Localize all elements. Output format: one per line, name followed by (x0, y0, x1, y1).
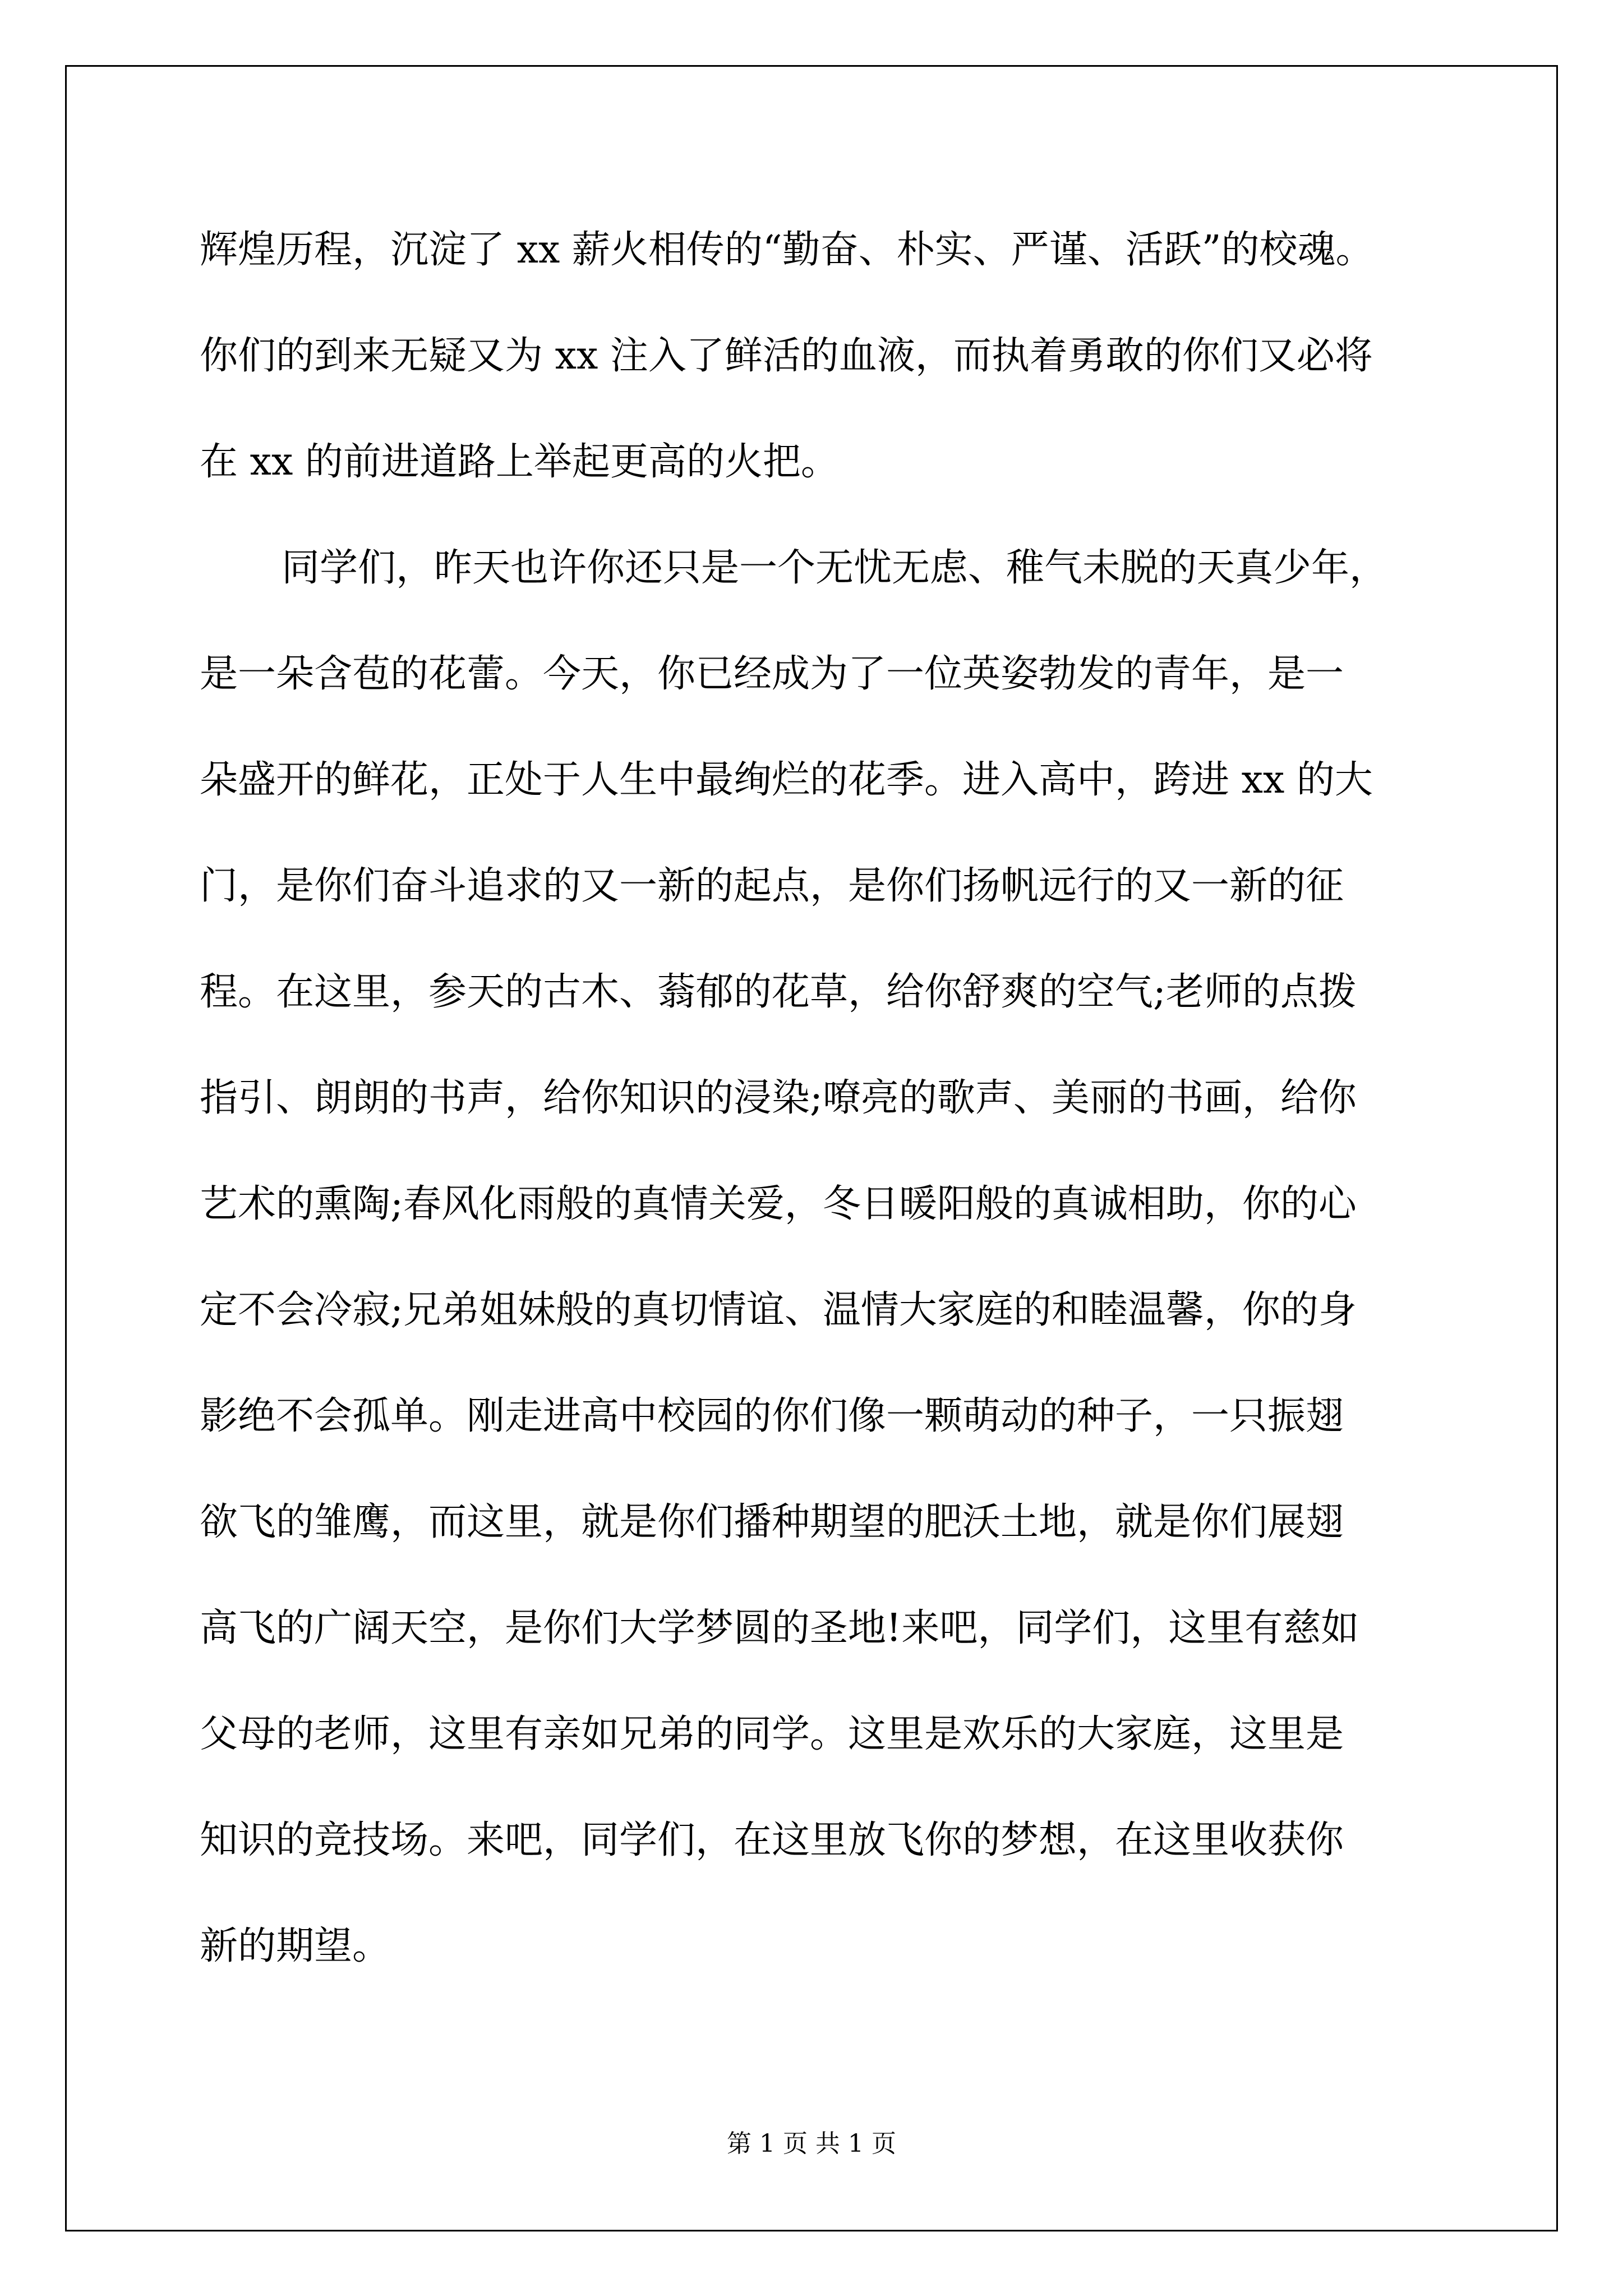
body-line: 是一朵含苞的花蕾。今天，你已经成为了一位英姿勃发的青年，是一 (200, 652, 1344, 696)
body-line: 辉煌历程，沉淀了 xx 薪火相传的“勤奋、朴实、严谨、活跃”的校魂。 (200, 228, 1374, 272)
body-line: 新的期望。 (200, 1924, 391, 1968)
body-line: 程。在这里，参天的古木、蓊郁的花草，给你舒爽的空气;老师的点拨 (200, 970, 1357, 1014)
body-line: 父母的老师，这里有亲如兄弟的同学。这里是欢乐的大家庭，这里是 (200, 1712, 1344, 1756)
body-line: 知识的竞技场。来吧，同学们，在这里放飞你的梦想，在这里收获你 (200, 1818, 1344, 1862)
body-line: 指引、朗朗的书声，给你知识的浸染;嘹亮的歌声、美丽的书画，给你 (200, 1076, 1357, 1120)
body-line: 你们的到来无疑又为 xx 注入了鲜活的血液，而执着勇敢的你们又必将 (200, 334, 1373, 378)
paragraph-first-line: 同学们，昨天也许你还只是一个无忧无虑、稚气未脱的天真少年， (282, 546, 1388, 590)
body-line: 高飞的广阔天空，是你们大学梦圆的圣地!来吧，同学们，这里有慈如 (200, 1606, 1359, 1650)
page-border (65, 65, 1558, 2231)
body-line: 影绝不会孤单。刚走进高中校园的你们像一颗萌动的种子，一只振翅 (200, 1394, 1344, 1438)
body-line: 朵盛开的鲜花，正处于人生中最绚烂的花季。进入高中，跨进 xx 的大 (200, 758, 1373, 802)
body-line: 在 xx 的前进道路上举起更高的火把。 (200, 440, 839, 484)
body-line: 定不会冷寂;兄弟姐妹般的真切情谊、温情大家庭的和睦温馨，你的身 (200, 1288, 1357, 1332)
body-line: 艺术的熏陶;春风化雨般的真情关爱，冬日暖阳般的真诚相助，你的心 (200, 1182, 1357, 1226)
body-line: 欲飞的雏鹰，而这里，就是你们播种期望的肥沃土地，就是你们展翅 (200, 1500, 1344, 1544)
page-number-footer: 第 1 页 共 1 页 (727, 2129, 896, 2158)
body-line: 门，是你们奋斗追求的又一新的起点，是你们扬帆远行的又一新的征 (200, 864, 1344, 908)
